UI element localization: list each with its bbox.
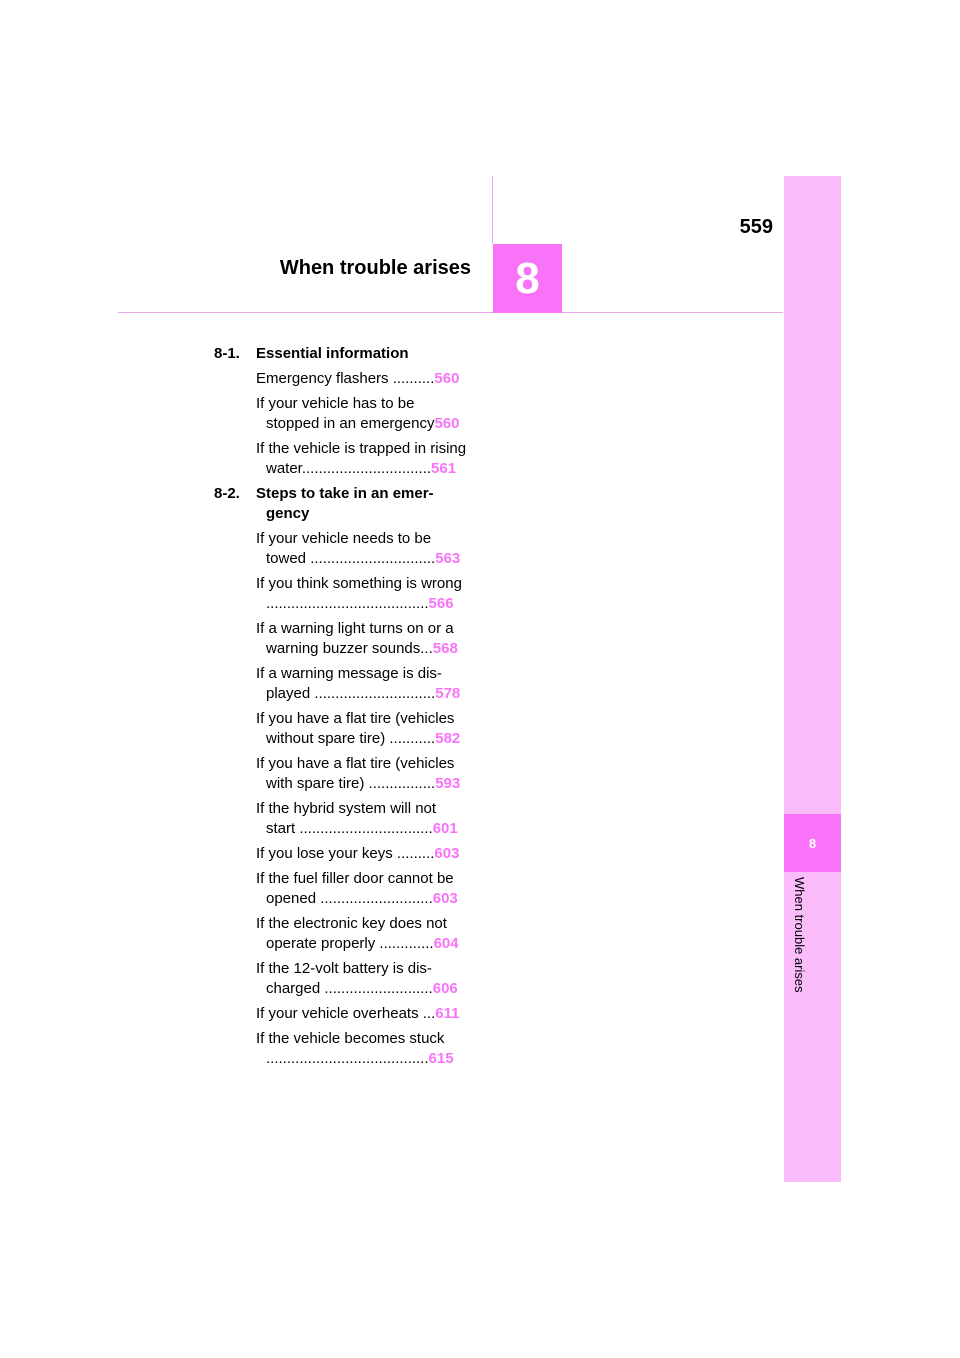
side-tab-strip — [784, 176, 841, 1182]
page-ref[interactable]: 593 — [435, 775, 461, 792]
section-title: Steps to take in an emer- gency — [256, 485, 434, 522]
header-divider-horizontal — [118, 312, 783, 313]
page-ref[interactable]: 560 — [434, 415, 460, 432]
page-ref[interactable]: 611 — [435, 1005, 460, 1022]
page-ref[interactable]: 603 — [432, 890, 458, 907]
page-ref[interactable]: 582 — [435, 730, 461, 747]
page-ref[interactable]: 578 — [435, 685, 461, 702]
page-ref[interactable]: 601 — [432, 820, 458, 837]
toc-entry[interactable]: If a warning message is dis- played .............................578 — [256, 665, 461, 702]
page-ref[interactable]: 561 — [431, 460, 457, 477]
toc-entry[interactable]: If your vehicle has to be stopped in an emergency560 — [256, 395, 460, 432]
toc-entry[interactable]: If your vehicle needs to be towed ..............................563 — [256, 530, 461, 567]
toc-entry[interactable]: If the electronic key does not operate properly .............604 — [256, 915, 459, 952]
page-ref[interactable]: 568 — [432, 640, 458, 657]
side-tab-number: 8 — [784, 814, 841, 872]
section-number: 8-1. — [214, 345, 240, 362]
toc-entry[interactable]: If the vehicle is trapped in rising water...............................561 — [256, 440, 467, 477]
chapter-number-box: 8 — [493, 244, 562, 313]
toc-entry[interactable]: If you have a flat tire (vehicles without spare tire) ...........582 — [256, 710, 461, 747]
toc-entry[interactable]: If the 12-volt battery is dis- charged ..........................606 — [256, 960, 458, 997]
page-ref[interactable]: 560 — [434, 370, 460, 387]
toc-entry[interactable]: If the hybrid system will not start ................................601 — [256, 800, 458, 837]
page-ref[interactable]: 604 — [433, 935, 459, 952]
side-tab-label: When trouble arises — [792, 877, 807, 993]
toc-entry[interactable]: If the vehicle becomes stuck .......................................615 — [256, 1030, 454, 1067]
section-number: 8-2. — [214, 485, 240, 502]
header-divider-vertical — [492, 176, 493, 244]
toc-entry[interactable]: If you think something is wrong .......................................566 — [256, 575, 462, 612]
toc-entry[interactable]: If the fuel filler door cannot be opened ...........................603 — [256, 870, 458, 907]
toc-entry[interactable]: If you have a flat tire (vehicles with spare tire) ................593 — [256, 755, 461, 792]
page-number: 559 — [739, 216, 773, 238]
page-ref[interactable]: 563 — [435, 550, 461, 567]
section-title: Essential information — [256, 345, 409, 362]
page-ref[interactable]: 606 — [432, 980, 458, 997]
table-of-contents — [214, 344, 468, 1074]
toc-section-8-1 — [214, 344, 468, 364]
chapter-title: When trouble arises — [279, 257, 471, 279]
toc-entry[interactable]: Emergency flashers ..........560 — [256, 370, 460, 387]
page-ref[interactable]: 603 — [434, 845, 460, 862]
toc-section-8-2 — [214, 484, 468, 524]
page-ref[interactable]: 615 — [428, 1050, 454, 1067]
toc-entry[interactable]: If you lose your keys .........603 — [256, 845, 460, 862]
toc-entry[interactable]: If your vehicle overheats ...611 — [256, 1005, 460, 1022]
page-ref[interactable]: 566 — [428, 595, 454, 612]
toc-entry[interactable]: If a warning light turns on or a warning buzzer sounds...568 — [256, 620, 458, 657]
